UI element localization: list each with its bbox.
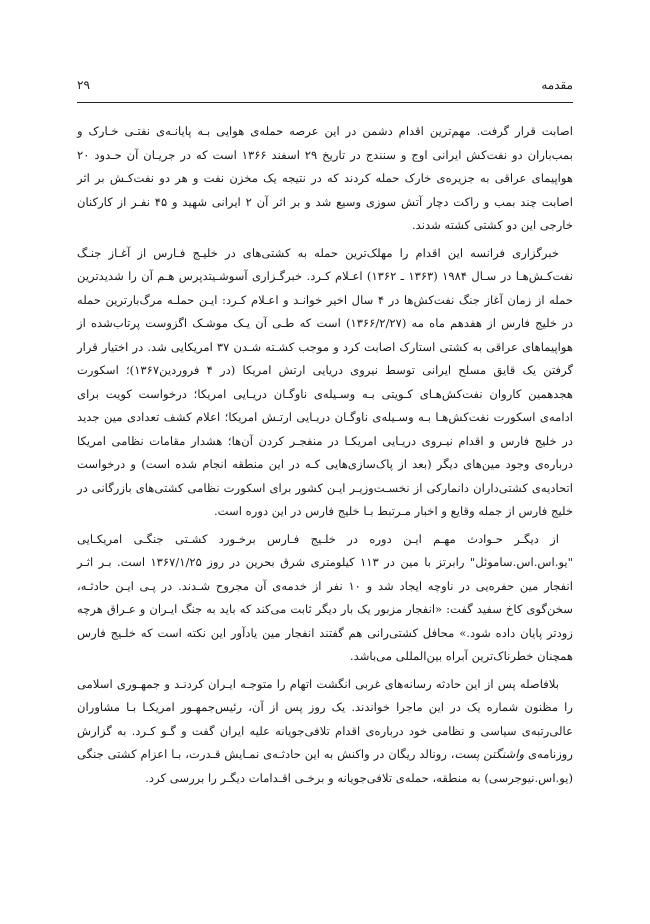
paragraph xyxy=(77,673,573,791)
newspaper-title: واشنگتن پست xyxy=(454,747,525,761)
paragraph: از دیگـر حـوادث مهـم ایـن دوره در خلـیج فـارس برخـورد کشـتی جنگـی امریکـایی "یو.اس.اس.ساموئل" رابرتز با مین در ۱۱۳ کیلومتری شرق بحرین در روز ۱۳۶۷/۱/۲۵ است. بـر اثـر انفجار مین حفره‌یی در ناوچه ایجاد شد و ۱۰ نفر از خدمه‌ی آن مجروح شـدند. در پـی ایـن حادثـه، سخن‌گوی کاخ سفید گفت: «انفجار مزبور یک بار دیگر ثابت می‌کند که باید به جنگ ایـران و عـراق هرچه زودتر پایان داده شود.» محافل کشتی‌رانی هم گفتند انفجار مین یادآور این نکته است که خلـیج فارس همچنان خطرناک‌ترین آبراه بین‌المللی می‌باشد. xyxy=(77,531,573,663)
page-number: ۲۹ xyxy=(77,78,90,92)
body-text xyxy=(77,120,573,790)
paragraph: خبرگزاری فرانسه این اقدام را مهلک‌ترین حمله به کشتی‌های در خلیـج فـارس از آغـاز جنـگ نفت‌کـش‌هـا در سـال ۱۹۸۴ (۱۳۶۳ ـ ۱۳۶۲) اعـلام کـرد. خبرگـزاری آسوشـیتدپرس هـم آن را شدیدترین حمله از زمان آغاز جنگ نفت‌کش‌ها در ۴ سال اخیر خوانـد و اعـلام کـرد: ایـن حملـه مرگ‌بارترین حمله در خلیج فارس از هفدهم ماه مه (۱۳۶۶/۲/۲۷) است که طـی آن یـک موشـک اگزوست پرتاب‌شده از هواپیماهای عراقی به کشتی استارک اصابت کرد و موجب کشـته شـدن ۳۷ امریکایی شد. در اختیار قرار گرفتن یک قایق مسلح ایرانی توسط نیروی دریایی ارتش امریکا (در ۴ فروردین۱۳۶۷)؛ اسکورت هجدهمین کاروان نفت‌کش‌هـای کـویتی بـه وسـیله‌ی ناوگـان دریـایی امریکا؛ درخواست کویت برای ادامه‌ی اسکورت نفت‌کش‌هـا بـه وسـیله‌ی ناوگـان دریـایی ارتـش امریکا؛ اعلام کشف تعدادی مین جدید در خلیج فارس و اقدام نیـروی دریـایی امریکـا در منفجـر کردن آن‌ها؛ هشدار مقامات نظامی امریکا درباره‌ی وجود مین‌های دیگر (بعد از پاک‌سازی‌هایی کـه در این منطقه انجام شده است) و درخواست اتحادیه‌ی کشتی‌داران دانمارکی از نخسـت‌وزیـر ایـن کشور برای اسکورت نظامی کشتی‌های بازرگانی در خلیج فارس از جمله وقایع و اخبار مـرتبط بـا خلیج فارس در این دوره است. xyxy=(77,245,573,518)
paragraph-text: بلافاصله پس از این حادثه رسانه‌های غربی انگشت اتهام را متوجـه ایـران کردنـد و جمهـوری اسلامی را مظنون شماره یک در این ماجرا خواندند. یک روز پس از آن، رئیس‌جمهـور امریکـا بـا مشاوران عالی‌رتبه‌ی سیاسی و نظامی خود درباره‌ی اقدام تلافی‌جویانه علیه ایران گفت و گـو کـرد. به گزارش روزنامه‌ی xyxy=(77,676,573,761)
header-rule xyxy=(77,102,573,103)
paragraph-text: ، رونالد ریگان در واکنش به این حادثـه‌ی نمـایش قـدرت، بـا اعزام کشتی جنگی (یو.اس.نیوجرسی) به منطقه، حمله‌ی تلافی‌جویانه و برخـی اقـدامات دیگـر را بررسی کرد. xyxy=(77,747,573,785)
running-head xyxy=(77,78,573,98)
running-title: مقدمه xyxy=(541,78,573,92)
paragraph: اصابت قرار گرفت. مهم‌ترین اقدام دشمن در این عرصه حمله‌ی هوایی بـه پایانـه‌ی نفتـی خـارک و بمب‌باران دو نفت‌کش ایرانی اوج و سنندج در تاریخ ۲۹ اسفند ۱۳۶۶ است که در جریـان آن حـدود ۲۰ هواپیمای عراقی به جزیره‌ی خارک حمله کردند که در نتیجه یک مخزن نفت و هر دو نفت‌کـش بر اثر اصابت چند بمب و راکت دچار آتش سوزی وسیع شد و بر اثر آن ۲ ایرانی شهید و ۴۵ نفـر از کارکنان خارجی این دو کشتی کشته شدند. xyxy=(77,124,573,232)
